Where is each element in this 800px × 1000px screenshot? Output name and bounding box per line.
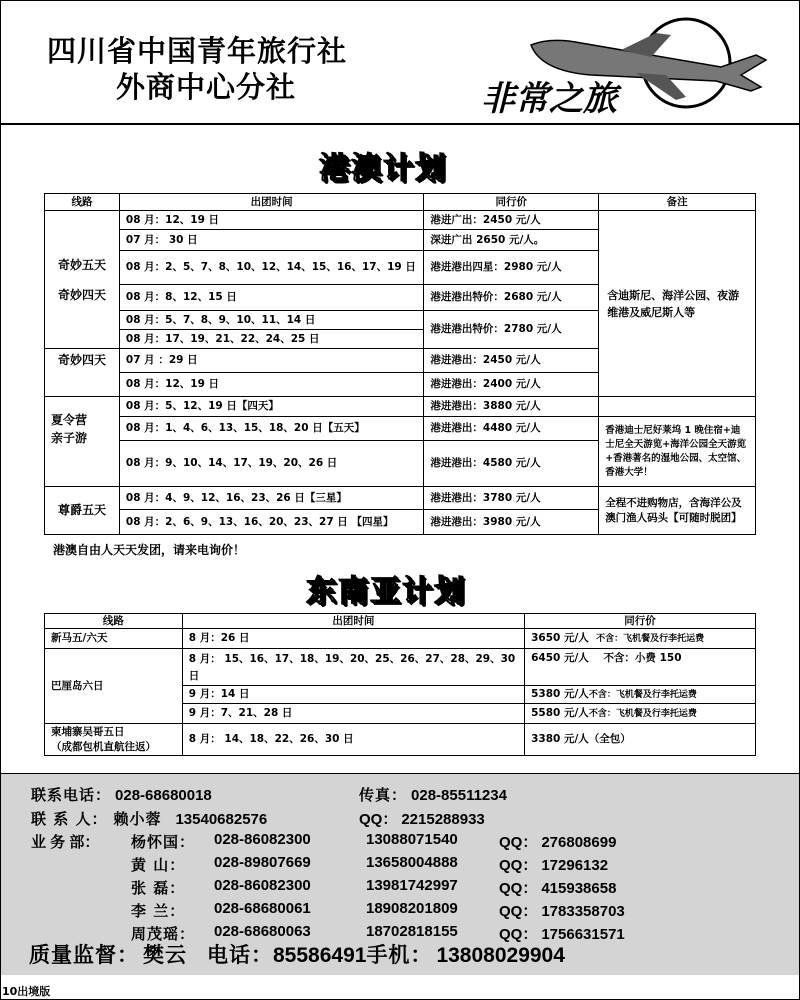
sea-route: 新马五/六天 <box>45 629 183 649</box>
hk-price: 深进广出 2650 元/人。 <box>424 230 599 251</box>
staff-tel: 028-86082300 <box>214 831 311 848</box>
staff-qq: QQ： 1783358703 <box>499 903 625 920</box>
hk-route-4: 尊爵五天 <box>45 487 120 535</box>
sea-table <box>44 613 756 756</box>
hk-price: 港进广出：2450 元/人 <box>424 211 599 230</box>
sea-col-date: 出团时间 <box>182 614 524 629</box>
staff-qq: QQ： 415938658 <box>499 880 617 897</box>
hk-date: 08 月：4、9、12、16、23、26 日【三星】 <box>119 487 424 510</box>
staff-qq: QQ： 17296132 <box>499 857 609 874</box>
hk-section-title: 港澳计划 <box>319 151 447 186</box>
staff-name: 李 兰： <box>131 902 186 920</box>
logo-text: 非常之旅 <box>481 79 617 119</box>
sea-date: 8 月： 15、16、17、18、19、20、25、26、27、28、29、30 日 <box>182 649 524 686</box>
hk-date: 08 月：5、7、8、9、10、11、14 日 <box>119 311 424 330</box>
contact-person-qq-row: QQ： 2215288933 <box>359 811 485 828</box>
staff-name: 黄 山： <box>131 856 186 874</box>
org-name-line2: 外商中心分社 <box>116 70 297 104</box>
staff-mobile: 18702818155 <box>366 923 458 940</box>
hk-remark-1: 含迪斯尼、海洋公园、夜游维港及威尼斯人等 <box>599 211 756 397</box>
sea-date: 9 月：7、21、28 日 <box>182 704 524 724</box>
staff-tel: 028-68680063 <box>214 923 311 940</box>
staff-mobile: 13658004888 <box>366 854 458 871</box>
sea-col-route: 线路 <box>45 614 183 629</box>
sea-date: 9 月：14 日 <box>182 686 524 704</box>
hk-remark-2: 香港迪士尼好莱坞 1 晚住宿+迪士尼全天游览+海洋公园全天游览+香港著名的湿地公园、太空馆、香港大学！ <box>599 417 756 487</box>
sea-route: 巴厘岛六日 <box>45 649 183 724</box>
staff-name: 张 磊： <box>131 879 186 897</box>
sea-col-price: 同行价 <box>525 614 756 629</box>
hk-date: 08 月：17、19、21、22、24、25 日 <box>119 330 424 349</box>
hk-price: 港进港出：2400 元/人 <box>424 373 599 397</box>
hk-price: 港进港出：4580 元/人 <box>424 441 599 487</box>
sea-section-title: 东南亚计划 <box>306 574 466 609</box>
hk-remark-3: 全程不进购物店，含海洋公及澳门渔人码头【可随时脱团】 <box>599 487 756 535</box>
hk-date: 08 月：1、4、6、13、15、18、20 日【五天】 <box>119 417 424 441</box>
hk-note: 港澳自由人天天发团，请来电询价！ <box>53 543 246 557</box>
staff-mobile: 13981742997 <box>366 877 458 894</box>
hk-table <box>44 193 756 535</box>
sea-price: 3380 元/人（全包） <box>525 724 756 756</box>
staff-name: 周茂瑶： <box>131 925 196 943</box>
hk-price: 港进港出：4480 元/人 <box>424 417 599 441</box>
staff-tel: 028-89807669 <box>214 854 311 871</box>
contact-fax-row: 传真： 028-85511234 <box>359 786 507 804</box>
hk-price: 港进港出：3980 元/人 <box>424 510 599 535</box>
sea-date: 8 月：26 日 <box>182 629 524 649</box>
contact-dept-label: 业 务 部： <box>31 834 100 851</box>
header <box>1 1 799 125</box>
hk-date: 08 月：12、19 日 <box>119 211 424 230</box>
hk-col-price: 同行价 <box>424 194 599 211</box>
hk-price: 港进港出：3780 元/人 <box>424 487 599 510</box>
hk-route-1: 奇妙五天 奇妙四天 <box>45 211 120 349</box>
hk-price: 港进港出特价：2680 元/人 <box>424 285 599 311</box>
staff-tel: 028-68680061 <box>214 900 311 917</box>
hk-date: 08 月：5、12、19 日【四天】 <box>119 397 424 417</box>
staff-mobile: 18908201809 <box>366 900 458 917</box>
hk-price: 港进港出四星：2980 元/人 <box>424 251 599 285</box>
hk-price: 港进港出：3880 元/人 <box>424 397 599 417</box>
staff-name: 杨怀国： <box>131 833 196 851</box>
staff-qq: QQ： 1756631571 <box>499 926 625 943</box>
hk-date: 08 月：2、6、9、13、16、20、23、27 日 【四星】 <box>119 510 424 535</box>
hk-col-remark: 备注 <box>599 194 756 211</box>
hk-date: 07 月 ：29 日 <box>119 349 424 373</box>
hk-date: 07 月： 30 日 <box>119 230 424 251</box>
staff-mobile: 13088071540 <box>366 831 458 848</box>
org-name-line1: 四川省中国青年旅行社 <box>47 34 348 68</box>
sea-price: 3650 元/人 不含：飞机餐及行李托运费 <box>525 629 756 649</box>
hk-date: 08 月：8、12、15 日 <box>119 285 424 311</box>
hk-price: 港进港出：2450 元/人 <box>424 349 599 373</box>
sea-price: 6450 元/人 不含：小费 150 <box>525 649 756 686</box>
staff-qq: QQ： 276808699 <box>499 834 617 851</box>
quality-supervision-row: 质量监督： 樊云 电话：85586491手机： 13808029904 <box>29 943 565 967</box>
hk-route-3: 夏令营 亲子游 <box>45 397 120 487</box>
hk-date: 08 月：12、19 日 <box>119 373 424 397</box>
staff-tel: 028-86082300 <box>214 877 311 894</box>
hk-date: 08 月：9、10、14、17、19、20、26 日 <box>119 441 424 487</box>
contact-phone-row: 联系电话： 028-68680018 <box>31 786 212 804</box>
airplane-logo-icon <box>471 15 771 120</box>
sea-date: 8 月： 14、18、22、26、30 日 <box>182 724 524 756</box>
hk-price: 港进港出特价：2780 元/人 <box>424 311 599 349</box>
hk-col-route: 线路 <box>45 194 120 211</box>
page-footer: 10出境版 <box>2 985 51 998</box>
sea-route: 柬埔寨吴哥五日 （成都包机直航往返） <box>45 724 183 756</box>
contact-person-row: 联 系 人： 赖小蓉 13540682576 <box>31 810 268 828</box>
hk-date: 08 月：2、5、7、8、10、12、14、15、16、17、19 日 <box>119 251 424 285</box>
hk-col-date: 出团时间 <box>119 194 424 211</box>
sea-price: 5380 元/人不含：飞机餐及行李托运费 <box>525 686 756 704</box>
sea-price: 5580 元/人不含：飞机餐及行李托运费 <box>525 704 756 724</box>
hk-route-2: 奇妙四天 <box>45 349 120 397</box>
